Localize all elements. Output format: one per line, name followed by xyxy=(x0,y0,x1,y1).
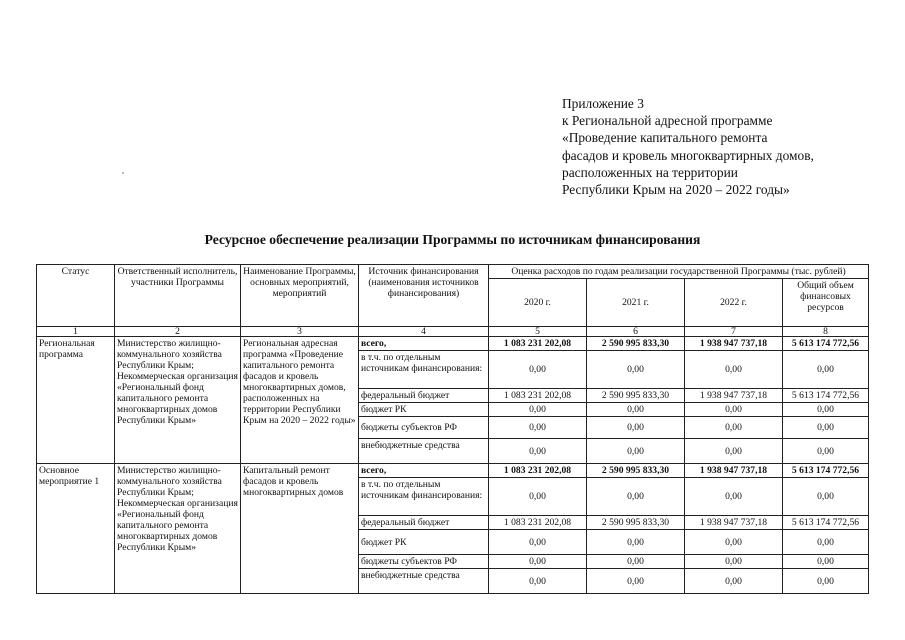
cell-source: бюджет РК xyxy=(359,403,489,417)
cell-value-2020: 1 083 231 202,08 xyxy=(489,389,587,403)
cell-value-total: 0,00 xyxy=(783,403,869,417)
cell-value-total: 5 613 174 772,56 xyxy=(783,389,869,403)
cell-value-total: 0,00 xyxy=(783,530,869,555)
cell-value-total: 0,00 xyxy=(783,417,869,439)
appendix-line: «Проведение капитального ремонта xyxy=(562,130,768,146)
cell-value-total: 0,00 xyxy=(783,478,869,516)
cell-source: в т.ч. по отдельным источникам финансирования: xyxy=(359,478,489,516)
column-index: 1 xyxy=(37,327,115,337)
cell-value-total: 5 613 174 772,56 xyxy=(783,516,869,530)
column-index-row xyxy=(37,327,869,337)
column-index: 6 xyxy=(587,327,685,337)
cell-value-2021: 2 590 995 833,30 xyxy=(587,516,685,530)
table-header xyxy=(37,265,869,337)
cell-value-2022: 0,00 xyxy=(685,478,783,516)
cell-value-total: 0,00 xyxy=(783,555,869,569)
header-executor: Ответственный исполнитель, участники Программы xyxy=(115,265,241,327)
cell-value-2021: 0,00 xyxy=(587,530,685,555)
header-status: Статус xyxy=(37,265,115,327)
appendix-line: расположенных на территории xyxy=(562,164,738,180)
cell-value-2022: 1 938 947 737,18 xyxy=(685,464,783,478)
cell-value-2020: 1 083 231 202,08 xyxy=(489,337,587,351)
cell-executor: Министерство жилищно-коммунального хозяйства Республики Крым; Некоммерческая организация «Региональный фонд капитального ремонта многоквартирных домов Республики Крым» xyxy=(115,464,241,594)
cell-value-2020: 1 083 231 202,08 xyxy=(489,516,587,530)
appendix-line: Республики Крым на 2020 – 2022 годы» xyxy=(562,182,790,198)
header-source: Источник финансирования (наименования источников финансирования) xyxy=(359,265,489,327)
cell-source: бюджет РК xyxy=(359,530,489,555)
table-row xyxy=(37,464,869,478)
cell-executor: Министерство жилищно-коммунального хозяйства Республики Крым; Некоммерческая организация «Региональный фонд капитального ремонта многоквартирных домов Республики Крым» xyxy=(115,337,241,464)
header-year-2021: 2021 г. xyxy=(587,279,685,327)
cell-source: бюджеты субъектов РФ xyxy=(359,417,489,439)
column-index: 4 xyxy=(359,327,489,337)
cell-value-2021: 0,00 xyxy=(587,417,685,439)
header-total: Общий объем финансовых ресурсов xyxy=(783,279,869,327)
cell-source: бюджеты субъектов РФ xyxy=(359,555,489,569)
cell-value-2022: 0,00 xyxy=(685,417,783,439)
cell-value-2020: 0,00 xyxy=(489,530,587,555)
cell-status: Региональная программа xyxy=(37,337,115,464)
cell-value-2020: 0,00 xyxy=(489,555,587,569)
cell-value-total: 0,00 xyxy=(783,351,869,389)
cell-value-total: 0,00 xyxy=(783,439,869,464)
cell-value-total: 5 613 174 772,56 xyxy=(783,464,869,478)
cell-source: всего, xyxy=(359,337,489,351)
cell-status: Основное мероприятие 1 xyxy=(37,464,115,594)
document-title: Ресурсное обеспечение реализации Программы по источникам финансирования xyxy=(204,232,701,247)
cell-value-2022: 0,00 xyxy=(685,530,783,555)
cell-value-2021: 0,00 xyxy=(587,478,685,516)
cell-value-2020: 0,00 xyxy=(489,403,587,417)
cell-value-2020: 0,00 xyxy=(489,478,587,516)
appendix-line: к Региональной адресной программе xyxy=(562,113,773,129)
cell-value-2021: 2 590 995 833,30 xyxy=(587,464,685,478)
cell-value-2021: 0,00 xyxy=(587,403,685,417)
cell-name: Капитальный ремонт фасадов и кровель многоквартирных домов xyxy=(241,464,359,594)
cell-value-2021: 0,00 xyxy=(587,439,685,464)
cell-source: в т.ч. по отдельным источникам финансирования: xyxy=(359,351,489,389)
cell-value-2021: 2 590 995 833,30 xyxy=(587,389,685,403)
cell-value-2022: 0,00 xyxy=(685,351,783,389)
column-index: 2 xyxy=(115,327,241,337)
cell-value-2021: 2 590 995 833,30 xyxy=(587,337,685,351)
cell-value-2022: 0,00 xyxy=(685,569,783,594)
cell-value-2020: 0,00 xyxy=(489,569,587,594)
cell-value-2022: 1 938 947 737,18 xyxy=(685,516,783,530)
header-year-2022: 2022 г. xyxy=(685,279,783,327)
header-name: Наименование Программы, основных мероприятий, мероприятий xyxy=(241,265,359,327)
cell-value-2020: 0,00 xyxy=(489,351,587,389)
scan-speck xyxy=(122,172,124,174)
cell-value-total: 5 613 174 772,56 xyxy=(783,337,869,351)
header-year-2020: 2020 г. xyxy=(489,279,587,327)
cell-value-2022: 1 938 947 737,18 xyxy=(685,337,783,351)
appendix-line: фасадов и кровель многоквартирных домов, xyxy=(562,147,814,163)
cell-source: всего, xyxy=(359,464,489,478)
cell-value-2021: 0,00 xyxy=(587,555,685,569)
financing-table xyxy=(36,264,869,594)
column-index: 7 xyxy=(685,327,783,337)
cell-source: федеральный бюджет xyxy=(359,389,489,403)
cell-value-2022: 0,00 xyxy=(685,403,783,417)
cell-value-2022: 1 938 947 737,18 xyxy=(685,389,783,403)
table-row xyxy=(37,337,869,351)
cell-value-2022: 0,00 xyxy=(685,439,783,464)
cell-value-2020: 0,00 xyxy=(489,417,587,439)
table-body xyxy=(37,337,869,594)
column-index: 3 xyxy=(241,327,359,337)
column-index: 5 xyxy=(489,327,587,337)
appendix-line: Приложение 3 xyxy=(562,96,644,111)
cell-value-2020: 0,00 xyxy=(489,439,587,464)
column-index: 8 xyxy=(783,327,869,337)
header-estimate: Оценка расходов по годам реализации государственной Программы (тыс. рублей) xyxy=(489,265,869,279)
cell-name: Региональная адресная программа «Проведение капитального ремонта фасадов и кровель многоквартирных домов, расположенных на территории Республики Крым на 2020 – 2022 годы» xyxy=(241,337,359,464)
cell-source: внебюджетные средства xyxy=(359,439,489,464)
cell-value-2022: 0,00 xyxy=(685,555,783,569)
cell-source: федеральный бюджет xyxy=(359,516,489,530)
appendix-block xyxy=(562,95,892,198)
cell-value-2021: 0,00 xyxy=(587,351,685,389)
cell-value-2021: 0,00 xyxy=(587,569,685,594)
cell-value-total: 0,00 xyxy=(783,569,869,594)
cell-source: внебюджетные средства xyxy=(359,569,489,594)
cell-value-2020: 1 083 231 202,08 xyxy=(489,464,587,478)
